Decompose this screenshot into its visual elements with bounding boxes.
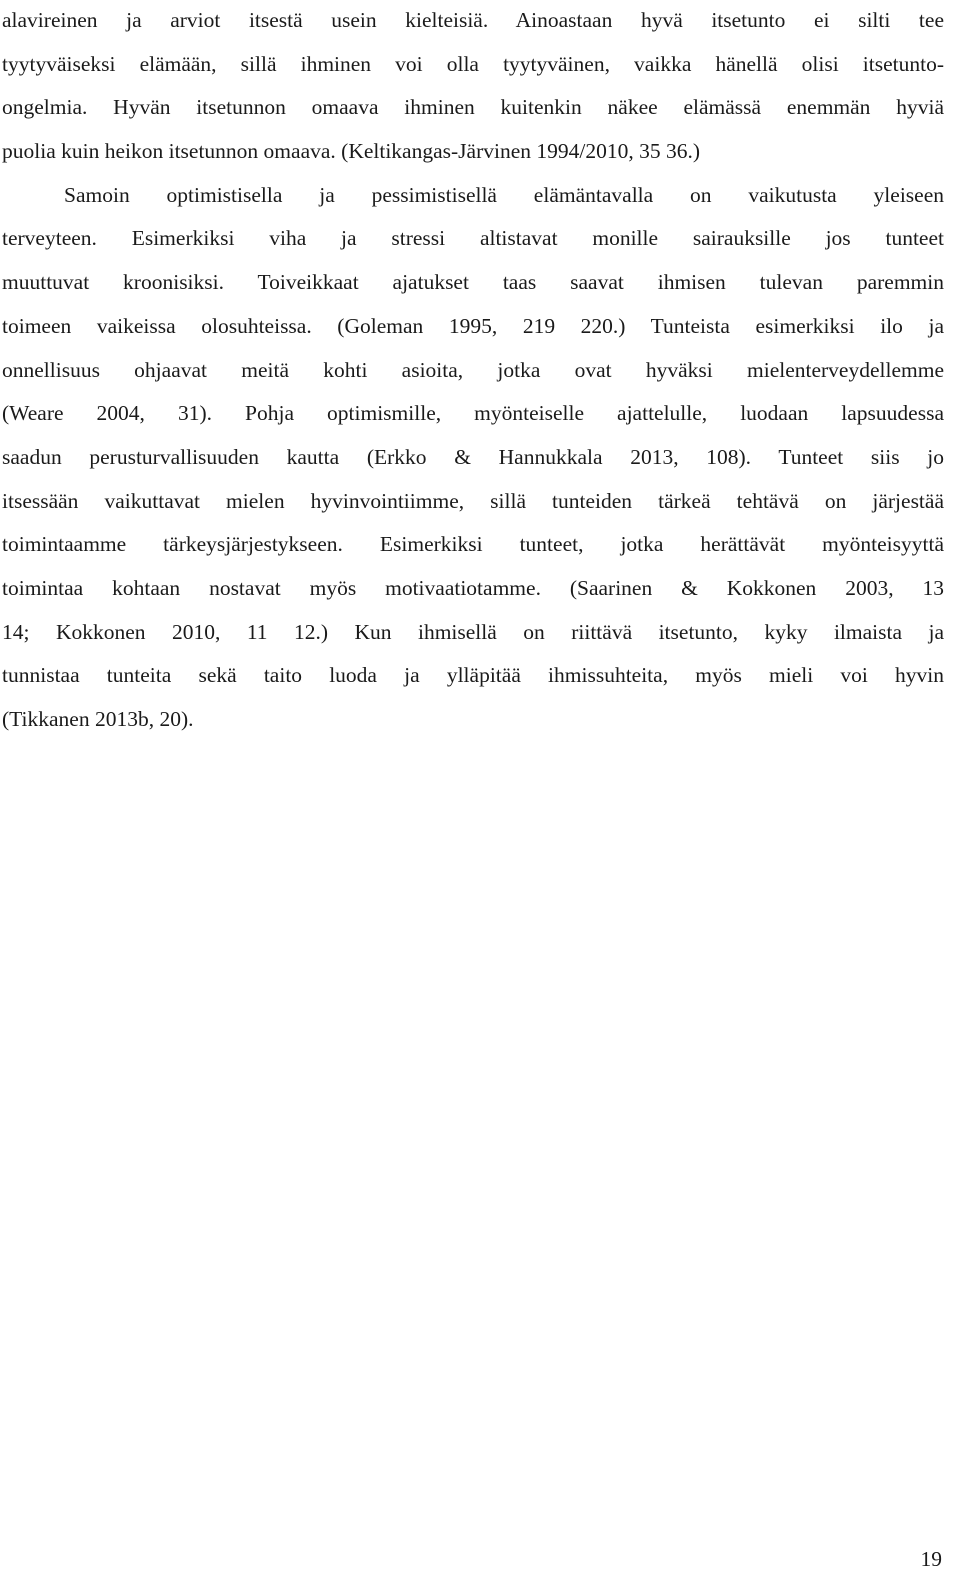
- text-line: tyytyväiseksi elämään, sillä ihminen voi olla tyytyväinen, vaikka hänellä olisi itsetunto-: [2, 51, 944, 76]
- text-line: toimeen vaikeissa olosuhteissa. (Goleman 1995, 219 220.) Tunteista esimerkiksi ilo ja: [2, 313, 944, 338]
- text-line: (Weare 2004, 31). Pohja optimismille, myönteiselle ajattelulle, luodaan lapsuudessa: [2, 401, 944, 426]
- text-line: 14; Kokkonen 2010, 11 12.) Kun ihmisellä on riittävä itsetunto, kyky ilmaista ja: [2, 619, 944, 644]
- text-line: Samoin optimistisella ja pessimistisellä elämäntavalla on vaikutusta yleiseen: [64, 182, 944, 207]
- text-line: toimintaamme tärkeysjärjestykseen. Esimerkiksi tunteet, jotka herättävät myönteisyyttä: [2, 532, 944, 557]
- text-line: terveyteen. Esimerkiksi viha ja stressi altistavat monille sairauksille jos tunteet: [2, 226, 944, 251]
- text-line: puolia kuin heikon itsetunnon omaava. (Keltikangas-Järvinen 1994/2010, 35 36.): [2, 139, 701, 164]
- page-number: 19: [920, 1547, 942, 1571]
- text-line: tunnistaa tunteita sekä taito luoda ja ylläpitää ihmissuhteita, myös mieli voi hyvin: [2, 663, 944, 688]
- text-line: onnellisuus ohjaavat meitä kohti asioita, jotka ovat hyväksi mielenterveydellemme: [2, 357, 944, 382]
- text-line: toimintaa kohtaan nostavat myös motivaatiotamme. (Saarinen & Kokkonen 2003, 13: [2, 575, 944, 600]
- text-line: alavireinen ja arviot itsestä usein kielteisiä. Ainoastaan hyvä itsetunto ei silti tee: [2, 8, 944, 32]
- text-line: saadun perusturvallisuuden kautta (Erkko & Hannukkala 2013, 108). Tunteet siis jo: [2, 444, 944, 469]
- body-text: [2, 3, 944, 746]
- paragraph: [2, 178, 944, 746]
- text-line: muuttuvat kroonisiksi. Toiveikkaat ajatukset taas saavat ihmisen tulevan paremmin: [2, 270, 944, 295]
- paragraph: [2, 3, 944, 178]
- text-line: itsessään vaikuttavat mielen hyvinvointiimme, sillä tunteiden tärkeä tehtävä on järjestää: [2, 488, 944, 513]
- text-line: ongelmia. Hyvän itsetunnon omaava ihminen kuitenkin näkee elämässä enemmän hyviä: [2, 95, 944, 120]
- text-line: (Tikkanen 2013b, 20).: [2, 707, 194, 731]
